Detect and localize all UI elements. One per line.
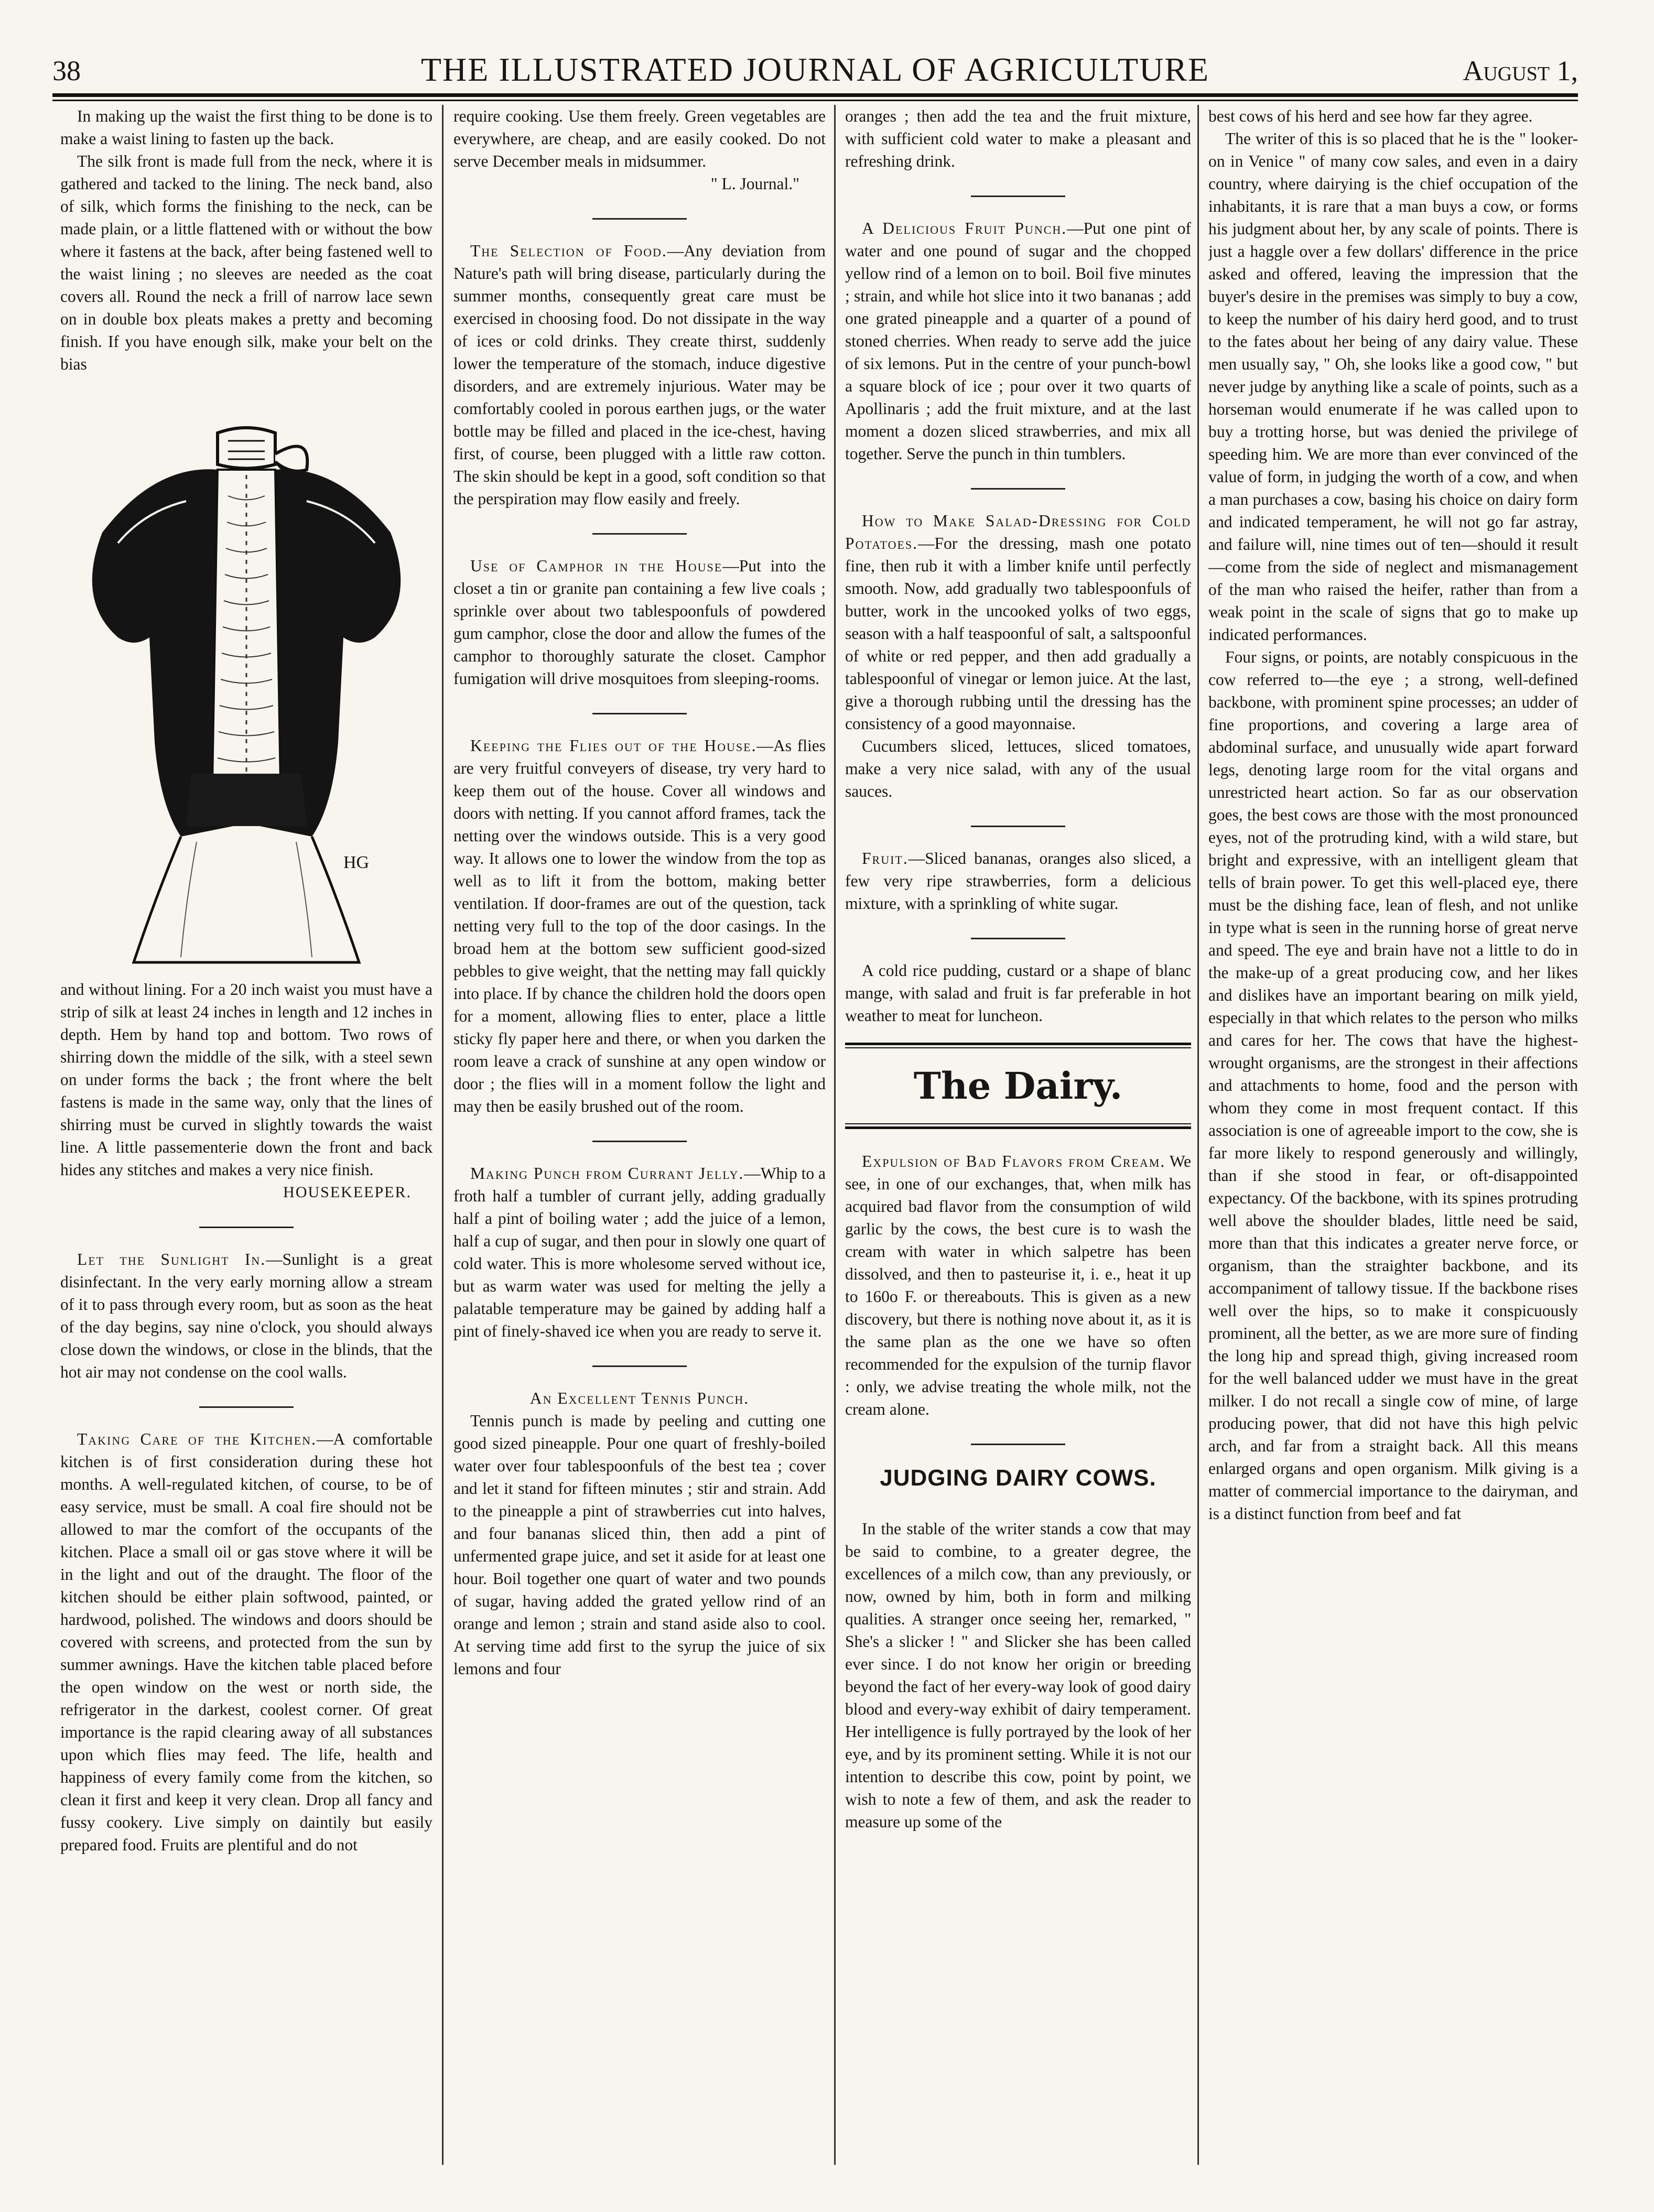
column-divider [1197,105,1199,2165]
paragraph: best cows of his herd and see how far they agree. [1208,107,1533,125]
column-1 [60,105,433,2170]
section-rule [845,1126,1191,1129]
author-signature: HOUSEKEEPER. [283,1184,412,1201]
paragraph: Cucumbers sliced, lettuces, sliced tomatoes, make a very nice salad, with any of the usual sauces. [845,737,1191,800]
page-header [52,50,1578,92]
article-body: —As flies are very fruitful conveyers of disease, try very hard to keep them out of the house. Cover all windows and doors with netting. If you cannot afford frames, tack the netting over the windows outside. This is a very good way. It allows one to lower the window from the top as well as to lift it from the bottom, making better ventilation. If door-frames are out of the question, tack netting very full to the top of the door casings. In the broad hem at the bottom sew sufficient good-sized pebbles to give weight, that the netting may fall quickly into place. If by chance the children hold the doors open for a moment, allowing flies to enter, place a little sticky fly paper here and there, or when you darken the room leave a crack of sunshine at any open window or door ; the flies will in a moment follow the light and may then be easily brushed out of the room. [453,736,826,1115]
illustrator-initials: HG [343,853,370,872]
section-separator [199,1406,294,1408]
article-heading: An Excellent Tennis Punch. [529,1389,750,1407]
header-rule-thin [52,100,1578,101]
article-heading: Making Punch from Currant Jelly. [470,1164,744,1183]
article-food [453,240,826,510]
source-quote: " L. Journal." [710,175,799,193]
column-divider [442,105,444,2165]
article-heading: The Selection of Food. [470,242,667,260]
article-body: —A comfortable kitchen is of first consideration during these hot months. A well-regulated kitchen, of course, to be of easy service, must be small. A coal fire should not be allowed to mar the comfort of the occupants of the kitchen. Place a small oil or gas stove where it will be in the light and out of the draught. The floor of the kitchen should be either plain softwood, painted, or hardwood, polished. The windows and doors should be covered with screens, and protected from the sun by summer awnings. Have the kitchen table placed before the open window on the west or north side, the refrigerator in the darkest, coolest corner. Of great importance is the rapid clearing away of all substances upon which flies may feed. The life, health and happiness of every family come from the kitchen, so clean it first and keep it very clean. Drop all fancy and fussy cookery. Live simply on daintily but easily prepared food. Fruits are plentiful and do not [60,1430,433,1854]
paragraph: A cold rice pudding, custard or a shape of blanc mange, with salad and fruit is far preferable in hot weather to meat for luncheon. [845,961,1191,1025]
article-camphor [453,555,826,690]
section-heading-dairy: The Dairy. [913,1064,1123,1108]
section-separator [592,218,687,220]
article-heading: A Delicious Fruit Punch. [862,219,1067,237]
journal-title: THE ILLUSTRATED JOURNAL OF AGRICULTURE [420,51,1210,88]
paragraph: In making up the waist the first thing to be done is to make a waist lining to fasten up the back. [60,107,433,148]
column-2 [453,105,826,2170]
article-body: —For the dressing, mash one potato fine, then rub it with a limber knife until perfectly smooth. Now, add gradually two tablespoonfuls of butter, work in the uncooked yolks of two eggs, season with a half teaspoonful of salt, a saltspoonful of white or red pepper, and then add gradually a tablespoonful of vinegar or lemon juice. At the last, give a thorough rubbing until the dressing has the consistency of a good mayonnaise. [845,534,1191,733]
section-separator [592,1141,687,1142]
article-currant-punch [453,1162,826,1342]
article-body: In the stable of the writer stands a cow that may be said to combine, to a greater degree, the excellences of a milch cow, than any previously, or now, owned by him, both in form and milking qualities. A stranger once seeing her, remarked, " She's a slicker ! " and Slicker she has been called ever since. I do not know her origin or breeding beyond the fact of her every-way look of good dairy blood and every-way exhibit of dairy temperament. Her intelligence is fully portrayed by the look of her eye, and by its prominent setting. While it is not our intention to describe this cow, point by point, we wish to note a few of them, and ask the reader to measure up some of the [845,1520,1191,1831]
section-separator [592,1365,687,1367]
section-separator [971,826,1065,827]
paragraph: oranges ; then add the tea and the fruit mixture, with sufficient cold water to make a pleasant and refreshing drink. [845,107,1191,170]
section-separator [971,938,1065,939]
article-sunlight [60,1248,433,1383]
article-body: We see, in one of our exchanges, that, when milk has acquired bad flavor from the consumption of wild garlic by the cows, the best cure is to wash the cream with water in which salpetre has been dissolved, and then to pasteurise it, i. e., heat it up to 160o F. or thereabouts. This is given as a new discovery, but there is nothing nove about it, as it is the same plan as the one we have so often recommended for the expulsion of the turnip flavor : only, we advise treating the whole milk, not the cream alone. [845,1152,1191,1418]
article-heading: Use of Camphor in the House [470,557,723,575]
header-rule [52,93,1578,97]
article-fruit-punch [845,217,1191,465]
section-separator [971,488,1065,490]
section-rule [845,1123,1191,1124]
article-heading: Taking Care of the Kitchen. [77,1430,317,1448]
article-body: —Whip to a froth half a tumbler of currant jelly, adding gradually half a pint of boiling water ; add the juice of a lemon, half a cup of sugar, and then pour in slowly one quart of cold water. This is more wholesome served without ice, but as warm water was used for melting the jelly a palatable temperature may be gained by adding half a pint of finely-shaved ice when you are ready to serve it. [453,1164,826,1340]
waist-illustration [60,375,433,978]
paragraph: The silk front is made full from the neck, where it is gathered and tacked to the lining. The neck band, also of silk, which forms the finishing to the neck, can be made plain, or a little flattened with or without the bow where it fastens at the back, after being fastened well to the waist lining ; no sleeves are needed as the coat covers all. Round the neck a frill of narrow lace sewn on in double box pleats makes a pretty and becoming finish. If you have enough silk, make your belt on the bias [60,152,433,373]
article-flies [453,734,826,1118]
article-body: Tennis punch is made by peeling and cutting one good sized pineapple. Pour one quart of freshly-boiled water over four tablespoonfuls of the best tea ; cover and let it stand for fifteen minutes ; stir and strain. Add to the pineapple a pint of strawberries cut into halves, and four bananas sliced thin, then add a pint of unfermented grape juice, and set it aside for at least one hour. Boil together one quart of water and two pounds of sugar, having added the grated yellow rind of an orange and lemon ; strain and stand aside also to cool. At serving time add first to the syrup the juice of six lemons and four [453,1412,826,1678]
article-body: —Put into the closet a tin or granite pan containing a few live coals ; sprinkle over about two tablespoonfuls of powdered gum camphor, close the door and allow the fumes of the camphor to thoroughly saturate the closet. Camphor fumigation will drive mosquitoes from sleeping-rooms. [453,557,826,688]
article-fruit [845,847,1191,915]
paragraph: The writer of this is so placed that he is the " looker-on in Venice " of many cow sales, and even in a dairy country, where dairying is the chief occupation of the inhabitants, it is rare that a man buys a cow, or forms his judgment about her, by any scale of points. There is just a haggle over a few dollars' difference in the price asked and offered, leaving the impression that the buyer's desire in the premises was simply to buy a cow, to keep the number of his dairy herd good, and to trust to the fates about her being of any dairy value. These men usually say, " Oh, she looks like a good cow, " but never judge by anything like a scale of points, such as a horseman would enumerate if he was called upon to buy a trotting horse, but was denied the privilege of speeding him. We are more than ever convinced of the value of form, in judging the worth of a cow, and when a man purchases a cow, basing his choice on dairy form and indicated temperament, he will not go far astray, and failure will, nine times out of ten—should it result—come from the side of neglect and mismanagement of the man who raised the heifer, rather than from a weak point in the scale of signs that go to make up indicated performances. [1208,129,1578,644]
article-heading-judging: JUDGING DAIRY COWS. [880,1465,1156,1491]
article-heading: How to Make Salad-Dressing for Cold Potatoes. [845,512,1191,552]
paragraph: and without lining. For a 20 inch waist you must have a strip of silk at least 24 inches in length and 12 inches in depth. Hem by hand top and bottom. Two rows of shirring down the middle of the silk, with a steel sewn on under forms the back ; the front where the belt fastens is made in the same way, only that the lines of shirring must be curved in slightly towards the waist line. A little passementerie down the front and back hides any stitches and makes a very nice finish. [60,980,433,1179]
article-heading: Keeping the Flies out of the House. [470,736,757,755]
article-kitchen [60,1428,433,1856]
paragraph: Four signs, or points, are notably conspicuous in the cow referred to—the eye ; a strong, well-defined backbone, with prominent spine processes; an udder of fine proportions, and covering a large area of abdominal surface, and unusually wide apart forward legs, denoting large room for the vital organs and unrestricted heart action. So far as our observation goes, the best cows are those with the most pronounced eyes, not of the protruding kind, with a wild stare, but bright and expressive, with an intelligent gleam that tells of brain power. To get this well-placed eye, there must be the dishing face, lean of flesh, and not unlike in type what is seen in the running horse of great nerve and speed. The eye and brain have not a little to do in the make-up of a great producing cow, and her likes and dislikes have an important bearing on milk yield, especially in that which relates to the person who milks and cares for her. The cows that have the highest-wrought organisms, are the strongest in their affections and attachments to home, food and the person with whom they come in most frequent contact. If this association is one of agreeable import to the cow, she is far more likely to respond generously and willingly, than if she stood in fear, or oft-disappointed expectancy. Of the backbone, with its spines protruding well above the shoulder blades, little need be said, more than that this indicates a greater nerve force, or organism, than the straighter backbone, and its accompaniment of tallowy tissue. If the backbone rises well over the hips, so to make it conspicuously prominent, all the better, as we are more sure of finding the long hip and spread thigh, giving increased room for the well balanced udder we must have in the great milker. I do not recall a single cow of mine, of large producing power, that did not have this high pelvic arch, and far from a straight back. All this means enlarged organs and open organism. Milk giving is a matter of commercial importance to the dairyman, and is a distinct function from beef and fat [1208,648,1578,1523]
section-separator [199,1227,294,1228]
column-3 [845,105,1191,2170]
page-number: 38 [52,55,81,86]
column-divider [834,105,836,2165]
article-heading: Fruit. [862,849,909,868]
article-body: —Sliced bananas, oranges also sliced, a few very ripe strawberries, form a delicious mixture, with a sprinkling of white sugar. [845,849,1191,913]
section-separator [971,1444,1065,1445]
article-heading: Let the Sunlight In. [77,1250,266,1268]
article-body: —Any deviation from Nature's path will bring disease, particularly during the summer months, consequently great care must be exercised in choosing food. Do not dissipate in the way of ices or cold drinks. They create thirst, suddenly lower the temperature of the stomach, induce digestive disorders, and are extremely injurious. Water may be comfortably cooled in porous earthen jugs, or the water bottle may be filled and placed in the ice-chest, having first, of course, been plugged with a little raw cotton. The skin should be kept in a good, soft condition so that the perspiration may flow easily and freely. [453,242,826,508]
article-salad [845,509,1191,735]
article-expulsion [845,1150,1191,1421]
article-heading: Expulsion of Bad Flavors from Cream. [862,1152,1166,1170]
column-4 [1208,105,1578,2170]
section-rule [845,1047,1191,1048]
issue-date: August 1, [1463,55,1578,86]
section-separator [971,196,1065,197]
paragraph: require cooking. Use them freely. Green vegetables are everywhere, are cheap, and are easily cooked. Do not serve December meals in midsummer. [453,107,826,170]
article-body: —Sunlight is a great disinfectant. In the very early morning allow a stream of it to pass through every room, but as soon as the heat of the day begins, say nine o'clock, you should always close down the windows, or close in the blinds, that the hot air may not condense on the cool walls. [60,1250,433,1381]
section-separator [592,533,687,535]
section-separator [592,713,687,714]
section-rule [845,1043,1191,1045]
article-body: —Put one pint of water and one pound of sugar and the chopped yellow rind of a lemon on to boil. Boil five minutes ; strain, and while hot slice into it two bananas ; add one grated pineapple and a quarter of a pound of stoned cherries. When ready to serve add the juice of six lemons. Put in the centre of your punch-bowl a square block of ice ; pour over it two quarts of Apollinaris ; add the fruit mixture, and at the last moment a dozen sliced strawberries, and mix all together. Serve the punch in thin tumblers. [845,219,1191,463]
